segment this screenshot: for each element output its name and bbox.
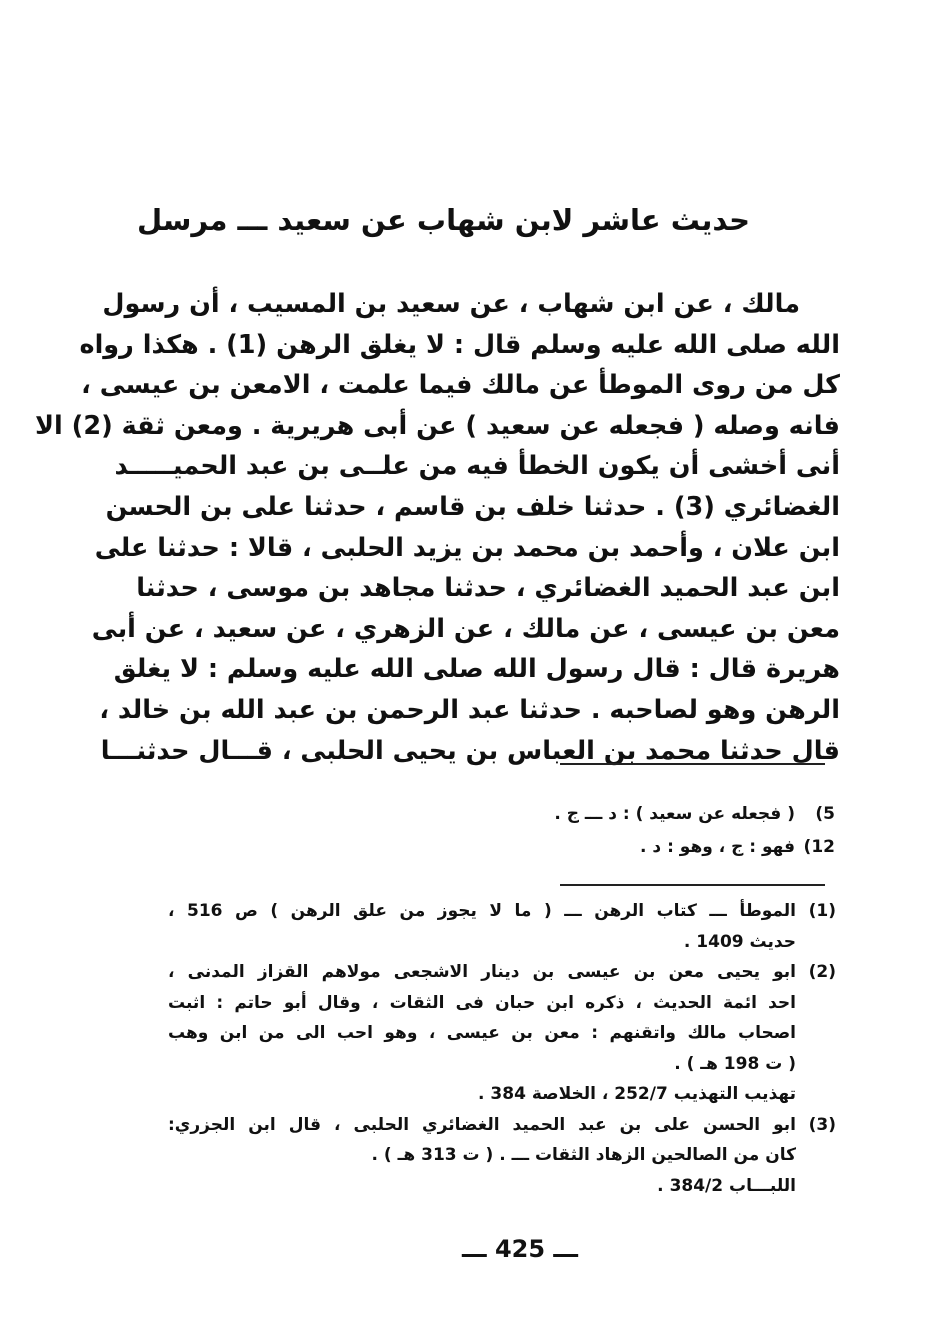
- footnote-line: ابو الحسن على بن عبد الحميد الغضائري الحلبى ، قال ابن الجزري:: [168, 1114, 796, 1135]
- variant-text: فهو : ج ، وهو : د .: [640, 837, 795, 857]
- text-line: أنى أخشى أن يكون الخطأ فيه من علــى بن عبد الحميـــــد: [114, 451, 840, 482]
- footnote: [168, 1110, 836, 1202]
- text-line: هريرة قال : قال رسول الله صلى الله عليه وسلم : لا يغلق: [113, 654, 840, 685]
- text-line: الغضائري (3) . حدثنا خلف بن قاسم ، حدثنا على بن الحسن: [105, 491, 840, 522]
- footnote-line: ( ت 198 هـ ) .: [674, 1053, 796, 1074]
- text-line: الرهن وهو لصاحبه . حدثنا عبد الرحمن بن عبد الله بن خالد ،: [99, 694, 840, 725]
- footnotes: [168, 896, 836, 1201]
- footnote-line: تهذيب التهذيب 252/7 ، الخلاصة 384 .: [478, 1084, 796, 1104]
- variant-text: ( فجعله عن سعيد ) : د ـــ ج .: [554, 804, 795, 824]
- footnote-divider: [560, 763, 825, 765]
- footnote-line: اصحاب مالك واتقنهم : معن بن عيسى ، وهو احب الى من ابن وهب: [168, 1023, 796, 1043]
- variant-number: 12): [803, 837, 835, 857]
- page-number: ـــ 425 ـــ: [461, 1235, 579, 1263]
- text-line: كل من روى الموطأ عن مالك فيما علمت ، الامعن بن عيسى ،: [81, 370, 840, 401]
- footnote-divider: [560, 884, 825, 886]
- text-line: ابن عبد الحميد الغضائري ، حدثنا مجاهد بن موسى ، حدثنا: [136, 573, 840, 604]
- text-line: معن بن عيسى ، عن مالك ، عن الزهري ، عن سعيد ، عن أبى: [91, 613, 840, 644]
- footnote-number: (1): [808, 901, 836, 921]
- footnote-line: كان من الصالحين الزهاد الثقات ـــ . ( ت 313 هـ ) .: [371, 1145, 796, 1165]
- variant-note: [440, 831, 835, 864]
- footnote-line: حديث 1409 .: [683, 931, 796, 952]
- text-line: فانه وصله ( فجعله عن سعيد ) عن أبى هريرية . ومعن ثقة (2) الا: [35, 410, 840, 441]
- main-text: [35, 284, 840, 771]
- footnote-line: احد ائمة الحديث ، ذكره ابن حبان فى الثقات ، وقال أبو حاتم : اثبت: [168, 992, 796, 1013]
- footnote-line: الموطأ ـــ كتاب الرهن ـــ ( ما لا يجوز من علق الرهن ) ص 516 ،: [168, 901, 796, 921]
- variant-number: 5): [815, 804, 835, 824]
- text-line: مالك ، عن ابن شهاب ، عن سعيد بن المسيب ، أن رسول: [102, 289, 800, 319]
- footnote: [168, 957, 836, 1110]
- footnote-line: ابو يحيى معن بن عيسى بن دينار الاشجعى مولاهم القزاز المدنى ،: [168, 962, 796, 982]
- text-line: ابن علان ، وأحمد بن محمد بن يزيد الحلبى ، قالا : حدثنا على: [94, 532, 840, 563]
- variant-notes: [440, 798, 835, 864]
- footnote-number: (3): [808, 1114, 836, 1135]
- text-line: الله صلى الله عليه وسلم قال : لا يغلق الرهن (1) . هكذا رواه: [79, 329, 840, 360]
- footnote-line: اللبـــاب 384/2 .: [657, 1175, 796, 1196]
- footnote: [168, 896, 836, 957]
- footnote-number: (2): [808, 962, 836, 982]
- page-title: حديث عاشر لابن شهاب عن سعيد ـــ مرسل: [137, 203, 750, 237]
- text-line: قال حدثنا محمد بن العباس بن يحيى الحلبى ، قـــال حدثنـــا: [100, 735, 840, 766]
- variant-note: [440, 798, 835, 831]
